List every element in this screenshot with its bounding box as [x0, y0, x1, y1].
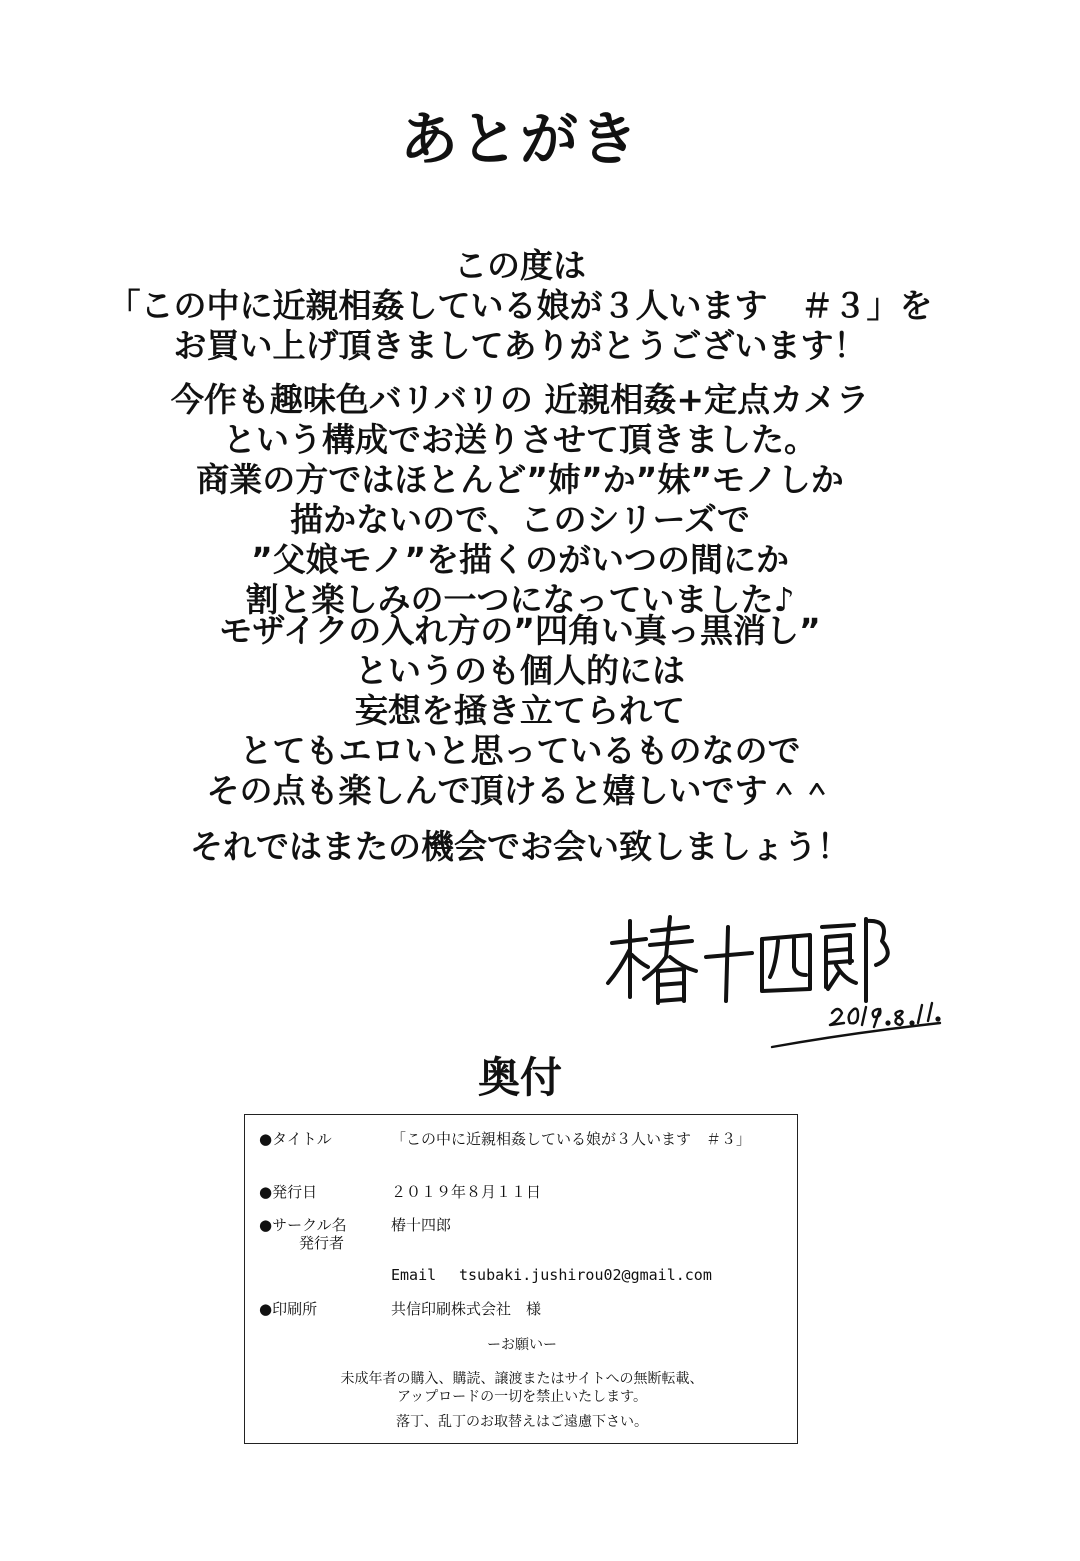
text-line: その点も楽しんで頂けると嬉しいです＾＾ — [206, 771, 834, 810]
issue-date-value: ２０１９年８月１１日 — [391, 1183, 542, 1201]
text-line: ”父娘モノ”を描くのがいつの間にか — [250, 540, 790, 579]
afterword-paragraph-1 — [0, 246, 1040, 366]
printer-label: ●印刷所 — [259, 1300, 318, 1318]
afterword-title: あとがき — [399, 105, 640, 173]
text-line: 妄想を掻き立てられて — [355, 691, 685, 730]
colophon-heading: 奥付 — [477, 1053, 562, 1102]
request-line-3: 落丁、乱丁のお取替えはご遠慮下さい。 — [396, 1414, 648, 1430]
text-line: というのも個人的には — [355, 651, 685, 690]
handwritten-signature — [600, 905, 960, 1055]
text-line: という構成でお送りさせて頂きました。 — [223, 420, 817, 459]
printer-value: 共信印刷株式会社 様 — [391, 1300, 542, 1318]
text-line: それではまたの機会でお会い致しましょう！ — [190, 827, 850, 866]
text-line: 商業の方ではほとんど”姉”か”妹”モノしか — [196, 460, 844, 499]
title-value: 「この中に近親相姦している娘が３人います ＃３」 — [391, 1130, 752, 1148]
email-label: Email — [391, 1266, 437, 1284]
issue-date-label: ●発行日 — [259, 1183, 318, 1201]
text-line: 割と楽しみの一つになっていました♪ — [245, 580, 795, 619]
request-line-2: アップロードの一切を禁止いたします。 — [397, 1389, 647, 1405]
text-line: この度は — [454, 246, 586, 285]
publisher-label: 発行者 — [299, 1234, 345, 1252]
email-value: tsubaki.jushirou02@gmail.com — [459, 1266, 712, 1284]
text-line: 「この中に近親相姦している娘が３人います ＃３」を — [107, 286, 933, 325]
circle-name-value: 椿十四郎 — [391, 1216, 452, 1234]
text-line: お買い上げ頂きましてありがとうございます！ — [173, 326, 867, 365]
afterword-paragraph-3 — [0, 611, 1040, 811]
colophon-box — [244, 1114, 798, 1444]
request-heading: ーお願いー — [487, 1337, 557, 1353]
text-line: モザイクの入れ方の”四角い真っ黒消し” — [219, 611, 821, 650]
text-line: とてもエロいと思っているものなので — [239, 731, 801, 770]
text-line: 今作も趣味色バリバリの 近親相姦+定点カメラ — [170, 380, 870, 419]
afterword-paragraph-4 — [0, 827, 1040, 867]
text-line: 描かないので、このシリーズで — [290, 500, 750, 539]
title-label: ●タイトル — [259, 1130, 332, 1148]
request-line-1: 未成年者の購入、購読、譲渡またはサイトへの無断転載、 — [340, 1371, 704, 1387]
afterword-paragraph-2 — [0, 380, 1040, 620]
circle-name-label: ●サークル名 — [259, 1216, 347, 1234]
